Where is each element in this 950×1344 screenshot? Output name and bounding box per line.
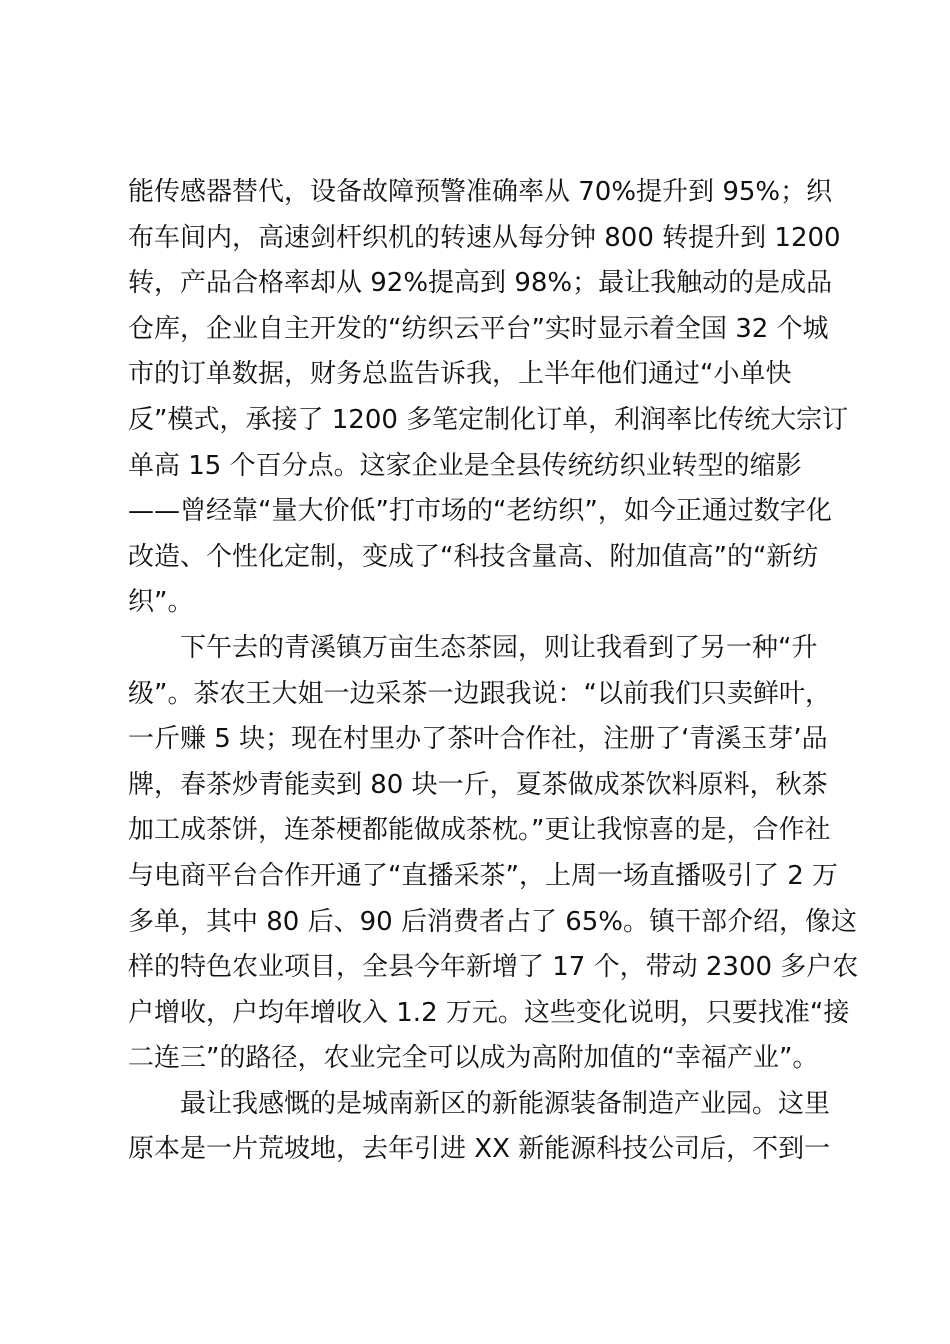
text-line: 牌，春茶炒青能卖到 80 块一斤，夏茶做成茶饮料原料，秋茶 (128, 769, 828, 800)
text-line: 户增收，户均年增收入 1.2 万元。这些变化说明，只要找准“接 (128, 997, 850, 1028)
paragraph-tea-garden (128, 626, 859, 1082)
text-line: 最让我感慨的是城南新区的新能源装备制造产业园。这里 (180, 1088, 831, 1119)
paragraph-new-energy-park (128, 1082, 833, 1173)
text-line: 单高 15 个百分点。这家企业是全县传统纺织业转型的缩影 (128, 450, 802, 481)
text-line: 仓库，企业自主开发的“纺织云平台”实时显示着全国 32 个城 (128, 313, 829, 344)
text-line: 反”模式，承接了 1200 多笔定制化订单，利润率比传统大宗订 (128, 404, 849, 435)
text-line: 下午去的青溪镇万亩生态茶园，则让我看到了另一种“升 (180, 632, 818, 663)
text-line: 织”。 (128, 587, 194, 618)
body-text (128, 170, 859, 1173)
text-line: 加工成茶饼，连茶梗都能做成茶枕。”更让我惊喜的是，合作社 (128, 815, 831, 846)
text-line: 级”。茶农王大姐一边采茶一边跟我说：“以前我们只卖鲜叶， (128, 678, 831, 709)
text-line: 原本是一片荒坡地，去年引进 XX 新能源科技公司后，不到一 (128, 1134, 831, 1165)
text-line: ——曾经靠“量大价低”打市场的“老纺织”，如今正通过数字化 (128, 496, 832, 527)
paragraph-textile (128, 170, 849, 626)
text-line: 与电商平台合作开通了“直播采茶”，上周一场直播吸引了 2 万 (128, 860, 839, 891)
text-line: 转，产品合格率却从 92%提高到 98%；最让我触动的是成品 (128, 268, 833, 299)
text-line: 能传感器替代，设备故障预警准确率从 70%提升到 95%；织 (128, 177, 833, 207)
text-line: 样的特色农业项目，全县今年新增了 17 个，带动 2300 多户农 (128, 952, 859, 983)
text-line: 多单，其中 80 后、90 后消费者占了 65%。镇干部介绍，像这 (128, 906, 858, 937)
text-line: 二连三”的路径，农业完全可以成为高附加值的“幸福产业”。 (128, 1043, 819, 1074)
text-line: 一斤赚 5 块；现在村里办了茶叶合作社，注册了‘青溪玉芽’品 (128, 724, 828, 755)
text-line: 市的订单数据，财务总监告诉我，上半年他们通过“小单快 (128, 359, 792, 390)
text-line: 布车间内，高速剑杆织机的转速从每分钟 800 转提升到 1200 (128, 222, 841, 253)
text-line: 改造、个性化定制，变成了“科技含量高、附加值高”的“新纺 (128, 541, 819, 572)
